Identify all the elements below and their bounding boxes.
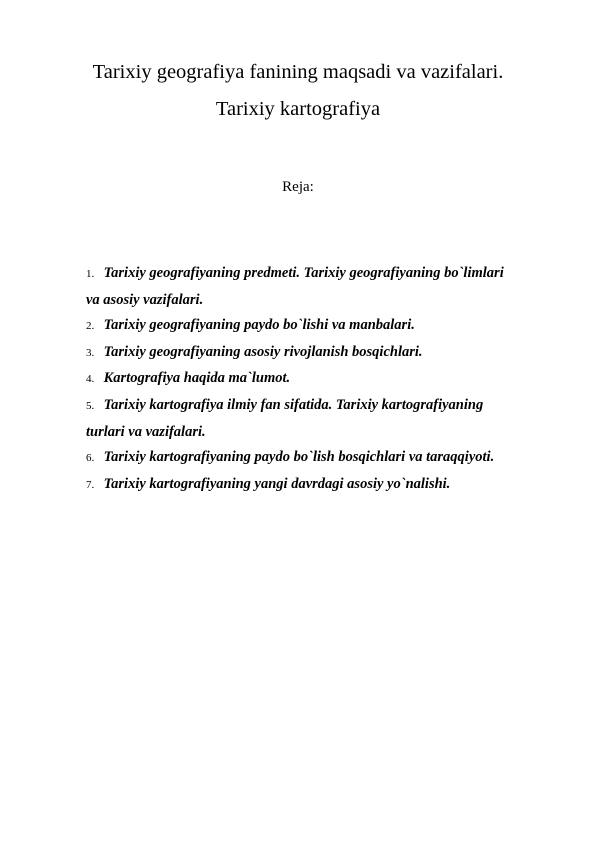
plan-item — [86, 472, 556, 499]
plan-item — [86, 340, 556, 367]
plan-item-number: 4. — [86, 373, 95, 386]
plan-item — [86, 313, 556, 340]
plan-item — [86, 393, 556, 420]
plan-item-text: Tarixiy kartografiyaning yangi davrdagi asosiy yo`nalishi. — [103, 475, 451, 492]
plan-item-text: Kartografiya haqida ma`lumot. — [103, 370, 291, 387]
plan-item-text: Tarixiy geografiyaning paydo bo`lishi va manbalari. — [103, 317, 415, 334]
plan-item — [86, 366, 556, 393]
plan-item-continuation — [86, 288, 556, 314]
plan-item-text: Tarixiy kartografiya ilmiy fan sifatida. Tarixiy kartografiyaning — [103, 396, 484, 413]
plan-item-text-continued: va asosiy vazifalari. — [86, 291, 204, 308]
plan-item — [86, 261, 556, 288]
plan-item — [86, 445, 556, 472]
plan-item-continuation — [86, 420, 556, 446]
plan-item-number: 1. — [86, 268, 95, 280]
plan-item-text: Tarixiy geografiyaning asosiy rivojlanish bosqichlari. — [103, 343, 423, 360]
plan-item-text: Tarixiy kartografiyaning paydo bo`lish bosqichlari va taraqqiyoti. — [103, 449, 495, 466]
title-line-1: Tarixiy geografiya fanining maqsadi va vazifalari. — [92, 61, 504, 83]
plan-item-number: 2. — [86, 320, 95, 333]
plan-list — [86, 261, 556, 498]
plan-item-number: 5. — [86, 399, 95, 412]
plan-heading: Reja: — [282, 179, 314, 195]
plan-item-number: 3. — [86, 346, 95, 359]
title-line-2: Tarixiy kartografiya — [215, 98, 381, 120]
plan-item-number: 6. — [86, 452, 95, 465]
plan-item-text-continued: turlari va vazifalari. — [86, 423, 206, 440]
plan-item-number: 7. — [86, 478, 95, 491]
plan-item-text: Tarixiy geografiyaning predmeti. Tarixiy geografiyaning bo`limlari — [103, 265, 504, 281]
